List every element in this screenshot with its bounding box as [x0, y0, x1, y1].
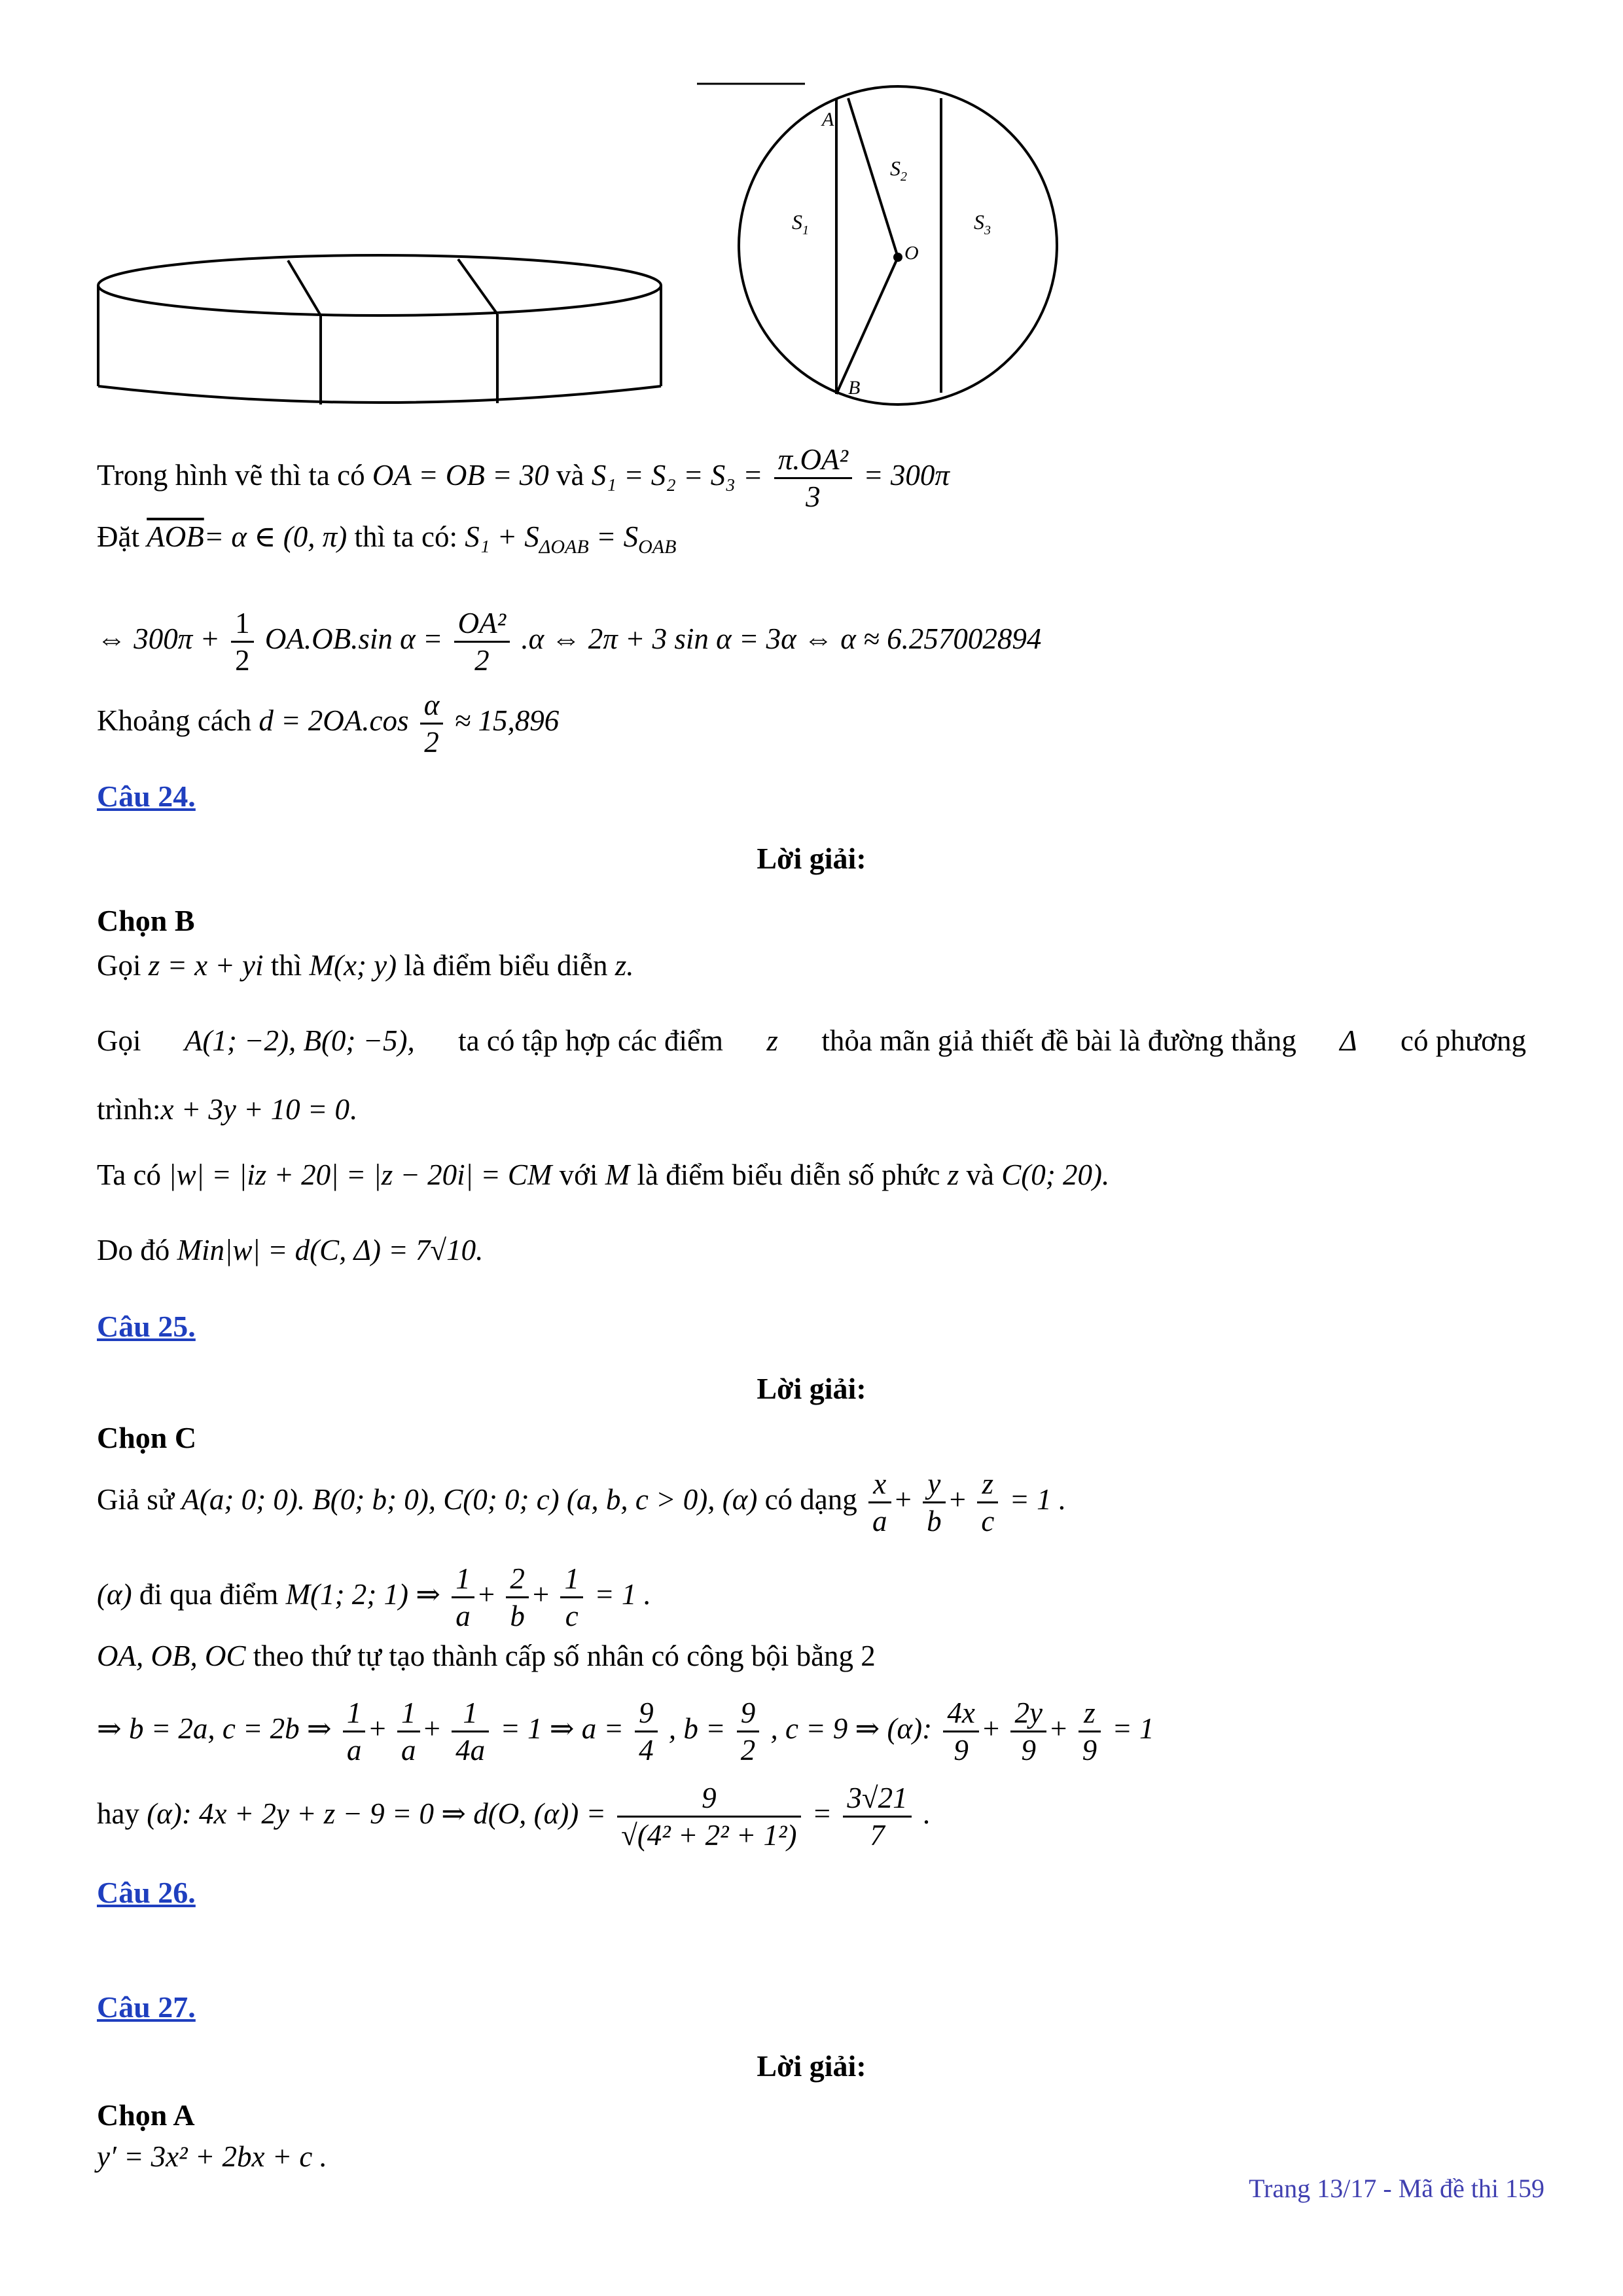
cylinder-figure [92, 249, 694, 419]
question-26-heading[interactable]: Câu 26. [97, 1876, 196, 1909]
fraction: $\frac{x}{a}$ [868, 1466, 891, 1539]
solution-title: Lời giải: [757, 1372, 866, 1405]
q25-line-1: Giả sử A(a; 0; 0). B(0; b; 0), C(0; 0; c) (a, b, c > 0), (α) có dạng $\frac{x}{a}$ + $\frac{y}{b}$ + $\frac{z}{c}$ = 1 . [97, 1467, 1067, 1537]
fraction: $\frac{9}{4}$ [635, 1695, 658, 1768]
fraction: $\frac{1}{2}$ [231, 605, 254, 678]
q25-line-4: ⇒ b = 2a, c = 2b ⇒ $\frac{1}{a}$ + $\frac{1}{a}$ + $\frac{1}{4a}$ = 1 ⇒ a = $\frac{9}{4}$ , b = $\frac{9}{2}$ , c = 9 ⇒ (α): $\frac{4x}{9}$ + $\frac{2y}{9}$ + $\frac{z}{9}$ = 1 [97, 1696, 1154, 1767]
q27-line-1: y′ = 3x² + 2bx + c . [97, 2140, 327, 2173]
text-line-3: ⇔ 300π + $\frac{1}{2}$ OA.OB.sin α = $\frac{\text{OA²}}{2}$ .α ⇔ 2π + 3 sin α = 3α ⇔ α ≈ 6.257002894 [97, 607, 1042, 677]
fraction: $\frac{3√21}{7}$ [843, 1780, 911, 1853]
text-line-2: Đặt $\overline{AOB}= \alpha$ ∈ (0, π) thì ta có: $S_1 + S_{\Delta OAB} = S_{OAB}$ [97, 520, 677, 558]
q25-line-5: hay (α): 4x + 2y + z − 9 = 0 ⇒ d(O, (α)) = $\frac{9}{\text{√(4² + 2² + 1²)}}$ = $\frac{3√21}{7}$ . [97, 1782, 931, 1852]
q24-line-1: Gọi z = x + yi thì M(x; y) là điểm biểu diễn z. [97, 949, 634, 982]
label-B: B [848, 377, 861, 399]
solution-title: Lời giải: [757, 842, 866, 875]
q24-line-5: Do đó Min|w| = d(C, Δ) = 7√10. [97, 1234, 484, 1266]
fraction: $\frac{z}{9}$ [1079, 1695, 1101, 1768]
fraction: $\frac{1}{c}$ [560, 1561, 583, 1634]
fraction: $\frac{2}{b}$ [506, 1561, 529, 1634]
label-O: O [904, 242, 919, 264]
fraction: $\frac{9}{2}$ [737, 1695, 760, 1768]
label-S3: $S_3$ [974, 210, 991, 238]
q24-line-3: trình:x + 3y + 10 = 0. [97, 1093, 357, 1126]
answer-choice: Chọn B [97, 904, 195, 937]
circle-figure [694, 72, 1060, 412]
question-24-heading[interactable]: Câu 24. [97, 780, 196, 813]
q24-line-2: Gọi A(1; −2), B(0; −5), ta có tập hợp các điểm z thỏa mãn giả thiết đề bài là đường thẳng Δ có phương [97, 1024, 1526, 1057]
text-line-4: Khoảng cách d = 2OA.cos $\frac{\alpha}{2}$ ≈ 15,896 [97, 689, 560, 759]
label-S1: $S_1$ [792, 210, 809, 238]
solution-title: Lời giải: [757, 2049, 866, 2083]
question-27-heading[interactable]: Câu 27. [97, 1990, 196, 2024]
answer-choice: Chọn A [97, 2098, 195, 2132]
answer-choice: Chọn C [97, 1421, 197, 1454]
text-line-1: Trong hình vẽ thì ta có OA = OB = 30 và S₁ = S₂ = S₃ = $\frac{\text{π.OA²}}{3}$ = 300π [97, 443, 950, 513]
q24-line-4: Ta có |w| = |iz + 20| = |z − 20i| = CM với M là điểm biểu diễn số phức z và C(0; 20). [97, 1158, 1110, 1191]
fraction: $\frac{\text{OA²}}{2}$ [454, 605, 510, 678]
fraction: $\frac{\alpha}{2}$ [420, 687, 444, 760]
q25-line-3: OA, OB, OC theo thứ tự tạo thành cấp số nhân có công bội bằng 2 [97, 1640, 876, 1672]
fraction: $\frac{4x}{9}$ [943, 1695, 978, 1768]
page-footer: Trang 13/17 - Mã đề thi 159 [1249, 2174, 1544, 2203]
question-25-heading[interactable]: Câu 25. [97, 1310, 196, 1343]
fraction: $\frac{y}{b}$ [923, 1466, 946, 1539]
fraction: $\frac{1}{a}$ [397, 1695, 420, 1768]
fraction: $\frac{1}{a}$ [343, 1695, 366, 1768]
fraction: $\frac{1}{a}$ [452, 1561, 474, 1634]
fraction: $\frac{z}{c}$ [977, 1466, 998, 1539]
fraction: $\frac{9}{\text{√(4² + 2² + 1²)}}$ [617, 1780, 800, 1853]
label-A: A [822, 109, 834, 130]
fraction: $\frac{1}{4a}$ [452, 1695, 489, 1768]
fraction: $\frac{2y}{9}$ [1010, 1695, 1046, 1768]
label-S2: $S_2$ [890, 156, 907, 184]
q25-line-2: (α) đi qua điểm M(1; 2; 1) ⇒ $\frac{1}{a}$ + $\frac{2}{b}$ + $\frac{1}{c}$ = 1 . [97, 1562, 651, 1632]
fraction: $\frac{\text{π.OA²}}{3}$ [774, 442, 852, 514]
